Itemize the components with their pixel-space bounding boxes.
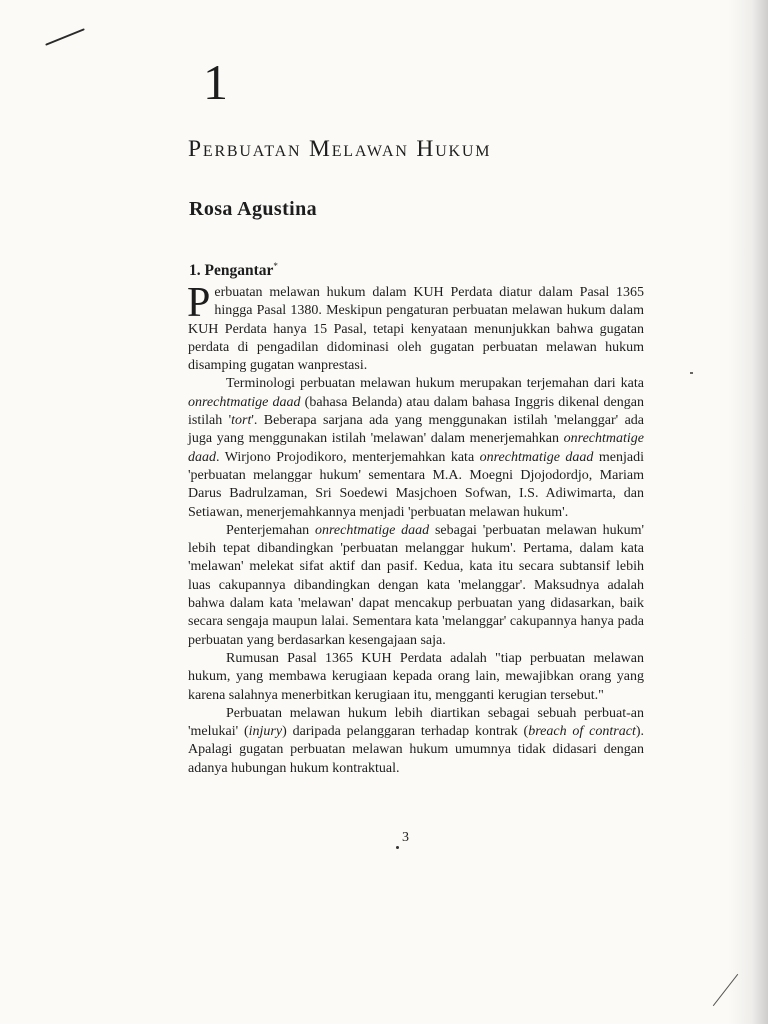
- text-run: Terminologi perbuatan melawan hukum merupakan terjemahan dari kata: [226, 376, 644, 392]
- chapter-number: 1: [203, 54, 228, 110]
- page-number-dot: [396, 846, 399, 849]
- text-run: (bahasa Belanda) atau dalam bahasa Inggris dikenal dengan istilah ': [188, 394, 644, 429]
- paragraph-5: [188, 705, 644, 778]
- text-run: '. Beberapa sarjana ada yang menggunakan istilah 'melanggar' ada juga yang menggunakan istilah 'melawan' dalam menerjemahkan: [188, 413, 644, 447]
- text-run: menjadi 'perbuatan melanggar hukum' sementara M.A. Moegni Djojodordjo, Mariam Darus Badrulzaman, Sri Soedewi Masjchoen Sofwan, I.S. Adiwimarta, dan Setiawan, menerjemahkannya menjadi 'perbuatan melawan hukum'.: [188, 449, 644, 520]
- pen-mark: [45, 28, 85, 46]
- drop-cap: P: [187, 280, 211, 326]
- text-run: ) daripada pelanggaran terhadap kontrak (: [282, 724, 529, 740]
- paragraph-1-text: erbuatan melawan hukum dalam KUH Perdata diatur dalam Pasal 1365 hingga Pasal 1380. Meskipun pengaturan perbuatan melawan hukum dalam KUH Perdata hanya 15 Pasal, tetapi kenyataan menunjukkan bahwa gugatan perdata di pengadilan didominasi oleh gugatan perbuatan melawan hukum disamping gugatan wanprestasi.: [188, 285, 644, 374]
- section-heading-text: 1. Pengantar: [189, 262, 274, 280]
- italic-term: onrechtmatige daad: [315, 522, 430, 538]
- text-run: Penterjemahan: [226, 522, 315, 538]
- italic-term: onrechtmatige daad: [188, 431, 644, 465]
- italic-term: injury: [248, 724, 283, 740]
- italic-term: onrechtmatige daad: [188, 394, 301, 410]
- body-text: [187, 280, 645, 778]
- footnote-mark: *: [273, 261, 278, 271]
- section-heading: [189, 261, 278, 280]
- paragraph-3: [188, 522, 644, 650]
- speck: [690, 372, 693, 374]
- text-run: sebagai 'perbuatan melawan hukum' lebih tepat dibandingkan 'perbuatan melanggar hukum'. Pertama, dalam kata 'melawan' melekat sifat aktif dan pasif. Kedua, kata itu secara subtansif lebih luas cakupannya dibandingkan dengan kata 'melanggar'. Maksudnya adalah bahwa dalam kata 'melawan' dapat mencakup perbuatan yang didasarkan, baik secara sengaja maupun lalai. Sementara kata 'melanggar' cakupannya hanya pada perbuatan yang berdasarkan kesengajaan saja.: [188, 522, 645, 648]
- text-run: Perbuatan melawan hukum lebih diartikan sebagai sebuah perbuat-an 'melukai' (: [188, 705, 644, 740]
- chapter-title: Perbuatan Melawan Hukum: [188, 136, 492, 162]
- author-name: Rosa Agustina: [189, 198, 318, 220]
- italic-term: breach of contract: [528, 724, 636, 740]
- paragraph-4: Rumusan Pasal 1365 KUH Perdata adalah "tiap perbuatan melawan hukum, yang membawa kerugiaan kepada orang lain, mewajibkan orang yang karena salahnya menerbitkan kerugiaan itu, mengganti kerugian tersebut.": [188, 650, 644, 703]
- text-run: ). Apalagi gugatan perbuatan melawan hukum umumnya tidak didasari dengan adanya hubungan hukum kontraktual.: [188, 724, 644, 776]
- italic-term: onrechtmatige daad: [479, 449, 594, 465]
- text-run: . Wirjono Projodikoro, menterjemahkan kata: [216, 449, 480, 465]
- paragraph-2: [188, 375, 644, 521]
- italic-term: tort: [231, 413, 252, 429]
- paragraph-1: [187, 280, 644, 375]
- page-edge-shadow: [728, 0, 768, 1024]
- page-number: 3: [402, 830, 409, 845]
